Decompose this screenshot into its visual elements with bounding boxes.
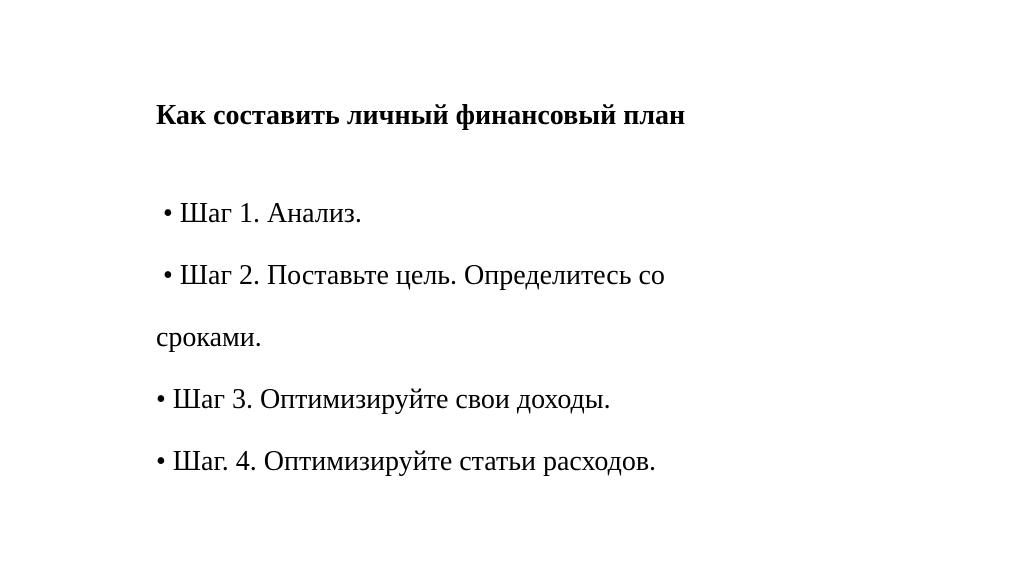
step-1-line: • Шаг 1. Анализ. bbox=[156, 198, 362, 229]
step-3-line: • Шаг 3. Оптимизируйте свои доходы. bbox=[156, 384, 611, 415]
slide-title: Как составить личный финансовый план bbox=[156, 100, 686, 131]
step-4-line: • Шаг. 4. Оптимизируйте статьи расходов. bbox=[156, 446, 657, 477]
step-2-line: • Шаг 2. Поставьте цель. Определитесь со bbox=[156, 260, 665, 291]
step-2-continuation-line: сроками. bbox=[156, 322, 262, 353]
